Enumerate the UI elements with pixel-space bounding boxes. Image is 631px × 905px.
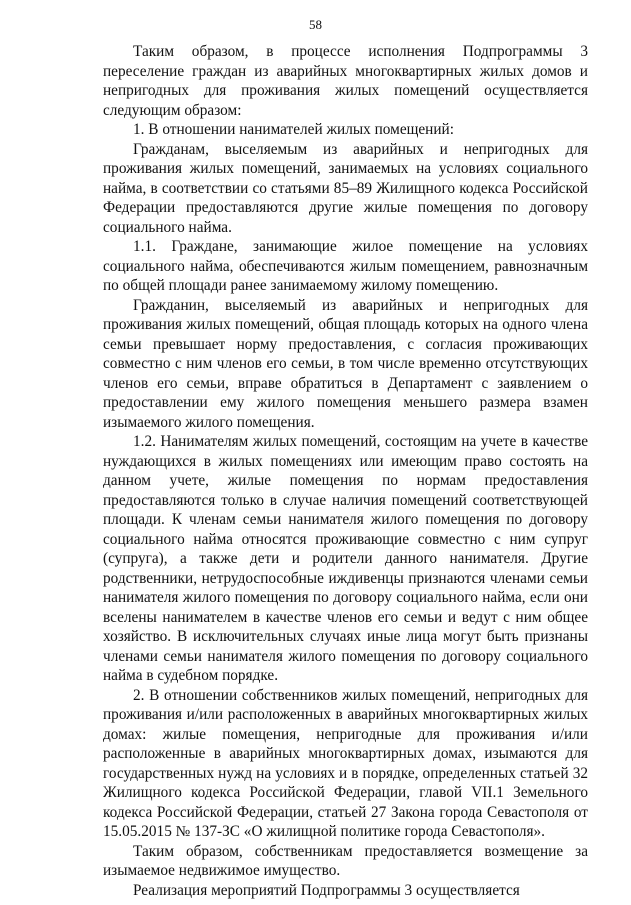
document-body (103, 42, 588, 900)
paragraph-social-rent: Гражданам, выселяемым из аварийных и непригодных для проживания жилых помещений, занимаемых на условиях социального найма, в соответствии со статьями 85–89 Жилищного кодекса Российской Федерации предоставляются другие жилые помещения по договору социального найма. (103, 140, 588, 236)
paragraph-compensation: Таким образом, собственникам предоставляется возмещение за изымаемое недвижимое имущество. (103, 842, 588, 879)
page-number: 58 (309, 17, 322, 32)
paragraph-1-1: 1.1. Граждане, занимающие жилое помещение на условиях социального найма, обеспечиваются жилым помещением, равнозначным по общей площади ранее занимаемому жилому помещению. (103, 238, 588, 294)
paragraph-smaller-dwelling: Гражданин, выселяемый из аварийных и непригодных для проживания жилых помещений, общая площадь которых на одного члена семьи превышает норму предоставления, с согласия проживающих совместно с ним членов его семьи, в том числе временно отсутствующих членов его семьи, вправе обратиться в Департамент с заявлением о предоставлении ему жилого помещения меньшего размера взамен изымаемого жилого помещения. (103, 296, 588, 431)
paragraph-2-owners: 2. В отношении собственников жилых помещений, непригодных для проживания и/или расположенных в аварийных многоквартирных жилых домах: жилые помещения, непригодные для проживания и/или расположенные в аварийных многоквартирных домах, изымаются для государственных нужд на условиях и в порядке, определенных статьей 32 Жилищного кодекса Российской Федерации, главой VII.1 Земельного кодекса Российской Федерации, статьей 27 Закона города Севастополя от 15.05.2015 № 137-ЗС «О жилищной политике города Севастополя». (103, 686, 588, 840)
paragraph-implementation: Реализация мероприятий Подпрограммы 3 осуществляется (133, 881, 520, 899)
paragraph-intro: Таким образом, в процессе исполнения Подпрограммы 3 переселение граждан из аварийных многоквартирных жилых домов и непригодных для проживания жилых помещений осуществляется следующим образом: (103, 43, 588, 119)
section-1-heading: 1. В отношении нанимателей жилых помещений: (133, 121, 454, 138)
paragraph-1-2: 1.2. Нанимателям жилых помещений, состоящим на учете в качестве нуждающихся в жилых помещениях или имеющим право состоять на данном учете, жилые помещения по нормам предоставления предоставляются только в случае наличия помещений соответствующей площади. К членам семьи нанимателя жилого помещения по договору социального найма относятся проживающие совместно с ним супруг (супруга), а также дети и родители данного нанимателя. Другие родственники, нетрудоспособные иждивенцы признаются членами семьи нанимателя жилого помещения по договору социального найма, если они вселены нанимателем в качестве членов его семьи и ведут с ним общее хозяйство. В исключительных случаях иные лица могут быть признаны членами семьи нанимателя жилого помещения по договору социального найма в судебном порядке. (103, 433, 588, 684)
